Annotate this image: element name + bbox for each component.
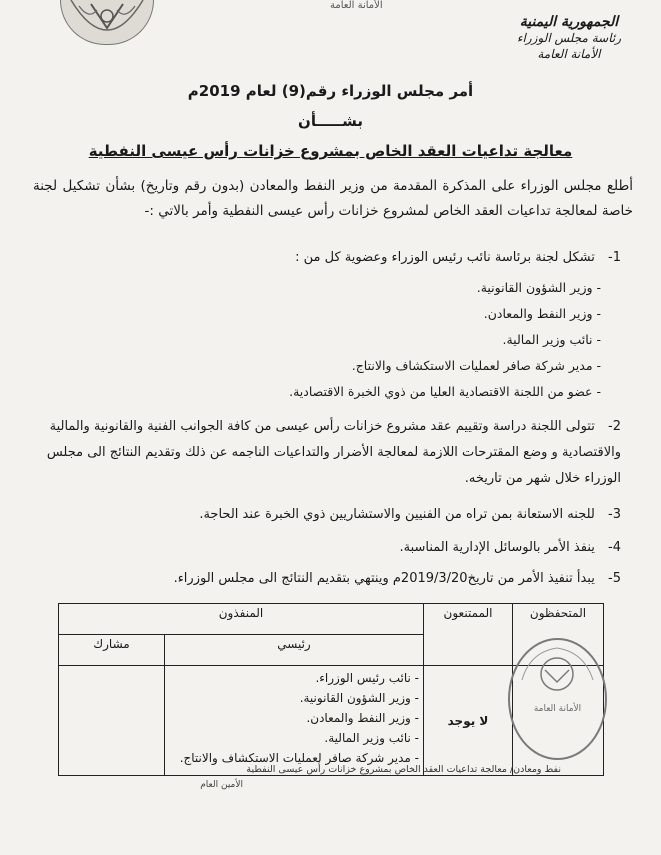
clause-text: تشكل لجنة برئاسة نائب رئيس الوزراء وعضوية كل من :	[295, 250, 595, 265]
order-subject: معالجة تداعيات العقد الخاص بمشروع خزانات رأس عيسى النفطية	[88, 142, 573, 160]
executor-item: - نائب وزير المالية.	[324, 731, 419, 745]
clause-text: تتولى اللجنة دراسة وتقييم عقد مشروع خزانات رأس عيسى من كافة الجوانب الفنية والقانونية والمالية والاقتصادية و وضع المقترحات اللازمة لمعالجة الأضرار والتداعيات الناجمه عن ذلك وتقديم النتائج الى مجلس الوزراء خلال شهر من تاريخه.	[46, 419, 621, 486]
participant-cell	[59, 666, 165, 776]
concerning-label: بشـــــأن	[298, 112, 363, 130]
clause-text: يبدأ تنفيذ الأمر من تاريخ2019/3/20م وينتهي بتقديم النتائج الى مجلس الوزراء.	[173, 571, 595, 586]
clause-number: 1-	[608, 250, 621, 265]
clause-number: 3-	[608, 507, 621, 522]
republic-name: الجمهورية اليمنية	[519, 14, 619, 30]
clause-text: للجنه الاستعانة بمن تراه من الفنيين والاستشاريين ذوي الخبرة عند الحاجة.	[199, 507, 595, 522]
member-item: - وزير النفط والمعادن.	[484, 304, 601, 324]
member-item: - مدير شركة صافر لعمليات الاستكشاف والانتاج.	[352, 356, 601, 376]
header-abstainers: الممتنعون	[424, 604, 513, 666]
executor-item: - مدير شركة صافر لعمليات الاستكشاف والانتاج.	[179, 751, 419, 765]
member-item: - عضو من اللجنة الاقتصادية العليا من ذوي الخبرة الاقتصادية.	[289, 382, 601, 402]
order-title: أمر مجلس الوزراء رقم(9) لعام 2019م	[187, 82, 474, 100]
letterhead	[517, 14, 621, 62]
clause-5	[31, 566, 621, 592]
header-keepers: المتحفظون	[513, 604, 604, 666]
clause-number: 2-	[608, 419, 621, 434]
header-main: رئيسي	[165, 635, 424, 666]
footer-reference: نفط ومعادن/ معالجة تداعيات العقد الخاص بمشروع خزانات رأس عيسى النفطية	[246, 764, 561, 775]
footer-signature: الأمين العام	[200, 780, 243, 790]
presidency-name: رئاسة مجلس الوزراء	[516, 31, 621, 45]
header-participant: مشارك	[59, 635, 165, 666]
clause-number: 5-	[608, 571, 621, 586]
republic-emblem-icon	[60, 0, 154, 45]
clause-1	[31, 245, 621, 271]
executor-item: - وزير النفط والمعادن.	[306, 711, 419, 725]
official-stamp-icon	[508, 638, 607, 760]
secretariat-name: الأمانة العامة	[537, 47, 601, 61]
abstainers-cell: لا يوجد	[424, 666, 513, 776]
clause-text: ينفذ الأمر بالوسائل الإدارية المناسبة.	[399, 540, 595, 555]
stamp-label: الأمانة العامة	[533, 704, 582, 714]
member-item: - نائب وزير المالية.	[503, 330, 602, 350]
member-item: - وزير الشؤون القانونية.	[477, 278, 601, 298]
executor-item: - وزير الشؤون القانونية.	[299, 691, 419, 705]
header-executors: المنفذون	[59, 604, 424, 635]
clause-number: 4-	[608, 540, 621, 555]
executor-item: - نائب رئيس الوزراء.	[315, 671, 419, 685]
main-executors-cell	[165, 666, 424, 776]
top-scrawl: الأمانة العامة	[330, 0, 383, 11]
clause-2	[31, 414, 621, 492]
intro-paragraph: أطلع مجلس الوزراء على المذكرة المقدمة من وزير النفط والمعادن (بدون رقم وتاريخ) بشأن تشكيل لجنة خاصة لمعالجة تداعيات العقد الخاص لمشروع خزانات رأس عيسى النفطية وأمر بالاتي :-	[33, 178, 633, 219]
clause-3	[31, 502, 621, 528]
clause-4	[31, 535, 621, 561]
